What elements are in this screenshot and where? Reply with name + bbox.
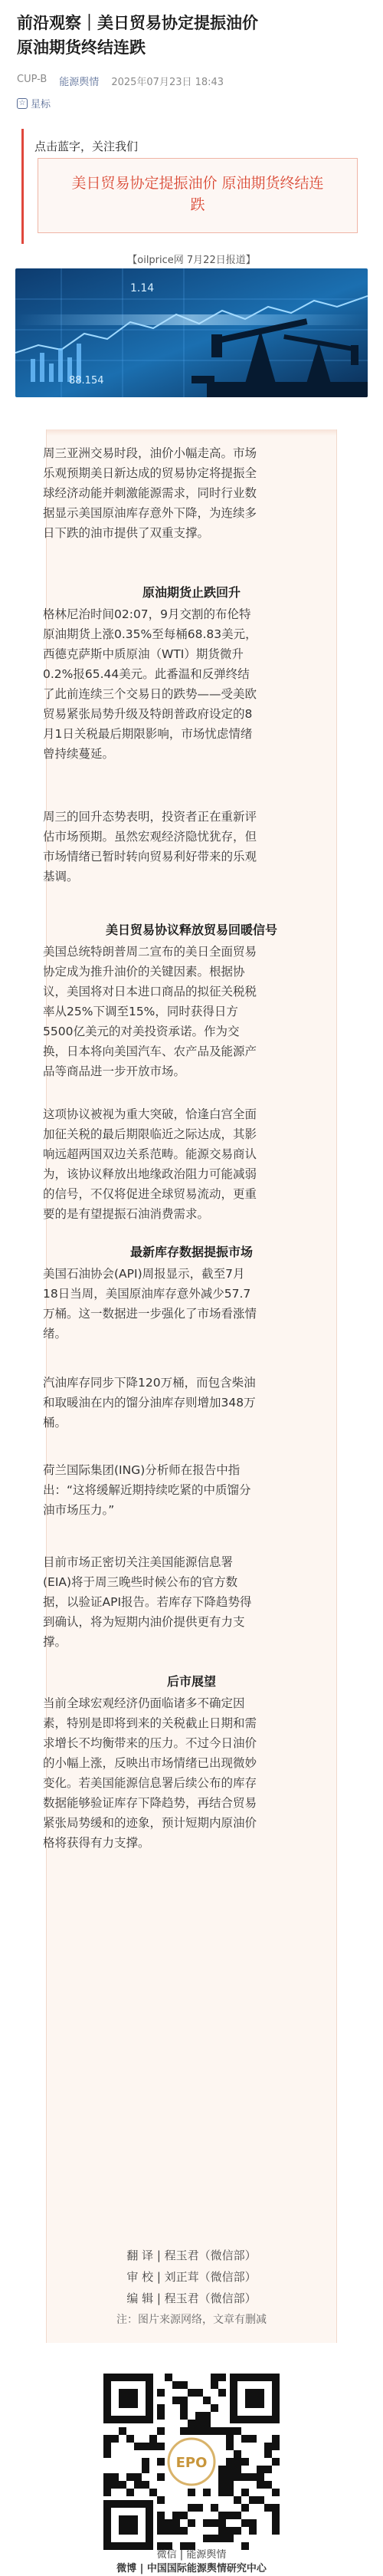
follow-text[interactable]: 点击蓝字，关注我们 — [34, 140, 139, 153]
paragraph-4: 美国总统特朗普周二宣布的美日全面贸易 协定成为推升油价的关键因素。根据协 议，美国将对日本进口商品的拟征关税税 率从25%下调至15%，同时获得日方 5500亿美元的对美投资承诺。作为交 换，日本将向美国汽车、农产品及能源产 品等商品进一步开放市场。 — [43, 945, 257, 1078]
source-label: CUP-B — [17, 74, 47, 85]
follow-banner — [21, 129, 362, 244]
headline-line-1: 美日贸易协定提振油价 原油期货终结连 — [71, 175, 324, 192]
title-line-1: 前沿观察｜美日贸易协定提振油价 — [17, 14, 258, 32]
footer-weibo: 微博 | 中国国际能源舆情研究中心 — [116, 2563, 267, 2574]
star-label: 星标 — [31, 99, 51, 110]
title-line-2: 原油期货终结连跌 — [17, 38, 146, 57]
paragraph-3: 周三的回升态势表明，投资者正在重新评 估市场预期。虽然宏观经济隐忧犹存，但 市场情绪已暂时转向贸易利好带来的乐观 基调。 — [43, 810, 257, 883]
article-meta — [17, 74, 224, 88]
oil-pump-image — [15, 268, 368, 397]
credit-edit: 编 辑 | 程玉君（微信部） — [126, 2291, 257, 2305]
paragraph-9: 目前市场正密切关注美国能源信息署 (EIA)将于周三晚些时候公布的官方数 据，以验证API报告。若库存下降趋势得 到确认，将为短期内油价提供更有力支 撑。 — [43, 1555, 252, 1649]
image-note: 注：图片来源网络，文章有删减 — [116, 2314, 267, 2326]
paragraph-7: 汽油库存同步下降120万桶，而包含柴油 和取暖油在内的馏分油库存则增加348万 桶。 — [43, 1376, 256, 1429]
qr-logo-text: EPO — [175, 2455, 208, 2471]
section-heading-3: 最新库存数据提振市场 — [129, 1245, 253, 1259]
qr-code-image — [96, 2366, 287, 2558]
headline-box — [38, 158, 358, 233]
section-heading-1: 原油期货止跌回升 — [142, 585, 241, 600]
ticker-1: 1.14 — [130, 282, 155, 294]
account-link[interactable]: 能源舆情 — [59, 77, 100, 88]
image-caption: 【oilprice网 7月22日报道】 — [127, 255, 256, 266]
paragraph-1: 周三亚洲交易时段，油价小幅走高。市场 乐观预期美日新达成的贸易协定将提振全 球经济动能并刺激能源需求，同时行业数 据显示美国原油库存意外下降，为连续多 日下跌的油市提供了双重支撑。 — [43, 446, 257, 540]
paragraph-8: 荷兰国际集团(ING)分析师在报告中指 出：“这将缓解近期持续吃紧的中质馏分 油市场压力。” — [43, 1463, 251, 1517]
paragraph-2: 格林尼治时间02:07，9月交割的布伦特 原油期货上涨0.35%至每桶68.83美元， 西德克萨斯中质原油（WTI）期货微升 0.2%报65.44美元。此番温和反弹终结 了此前连续三个交易日的跌势——受美欧 贸易紧张局势升级及特朗普政府设定的8 月1日关税最后期限影响，市场忧虑情绪 曾持续蔓延。 — [43, 607, 257, 761]
page-title — [17, 11, 366, 60]
star-button[interactable] — [17, 96, 51, 110]
paragraph-10: 当前全球宏观经济仍面临诸多不确定因 素，特别是即将到来的关税截止日期和需 求增长不均衡带来的压力。不过今日油价 的小幅上涨，反映出市场情绪已出现微妙 变化。若美国能源信息署后续公布的库存 数据能够验证库存下降趋势，再结合贸易 紧张局势缓和的迹象，预计短期内原油价 格将获得有力支撑。 — [43, 1696, 257, 1850]
credit-translate: 翻 译 | 程玉君（微信部） — [126, 2249, 257, 2262]
credit-review: 审 校 | 刘正茸（微信部） — [126, 2270, 257, 2284]
footer-wechat: 微信 | 能源舆情 — [156, 2549, 227, 2561]
section-heading-4: 后市展望 — [166, 1674, 216, 1689]
ticker-2: 88.154 — [69, 375, 104, 387]
paragraph-6: 美国石油协会(API)周报显示，截至7月 18日当周，美国原油库存意外减少57.7 万桶。这一数据进一步强化了市场看涨情 绪。 — [43, 1267, 257, 1341]
paragraph-5: 这项协议被视为重大突破，恰逢白宫全面 加征关税的最后期限临近之际达成，其影 响远超两国双边关系范畴。能源交易商认 为，该协议释放出地缘政治阻力可能减弱 的信号，不仅将促进全球贸易流动，更重 要的是有望提振石油消费需求。 — [43, 1107, 257, 1221]
headline-line-2: 跌 — [190, 196, 205, 213]
section-heading-2: 美日贸易协议释放贸易回暖信号 — [105, 923, 277, 937]
publish-date: 2025年07月23日 18:43 — [111, 77, 224, 88]
star-icon: ☆ — [17, 98, 28, 109]
